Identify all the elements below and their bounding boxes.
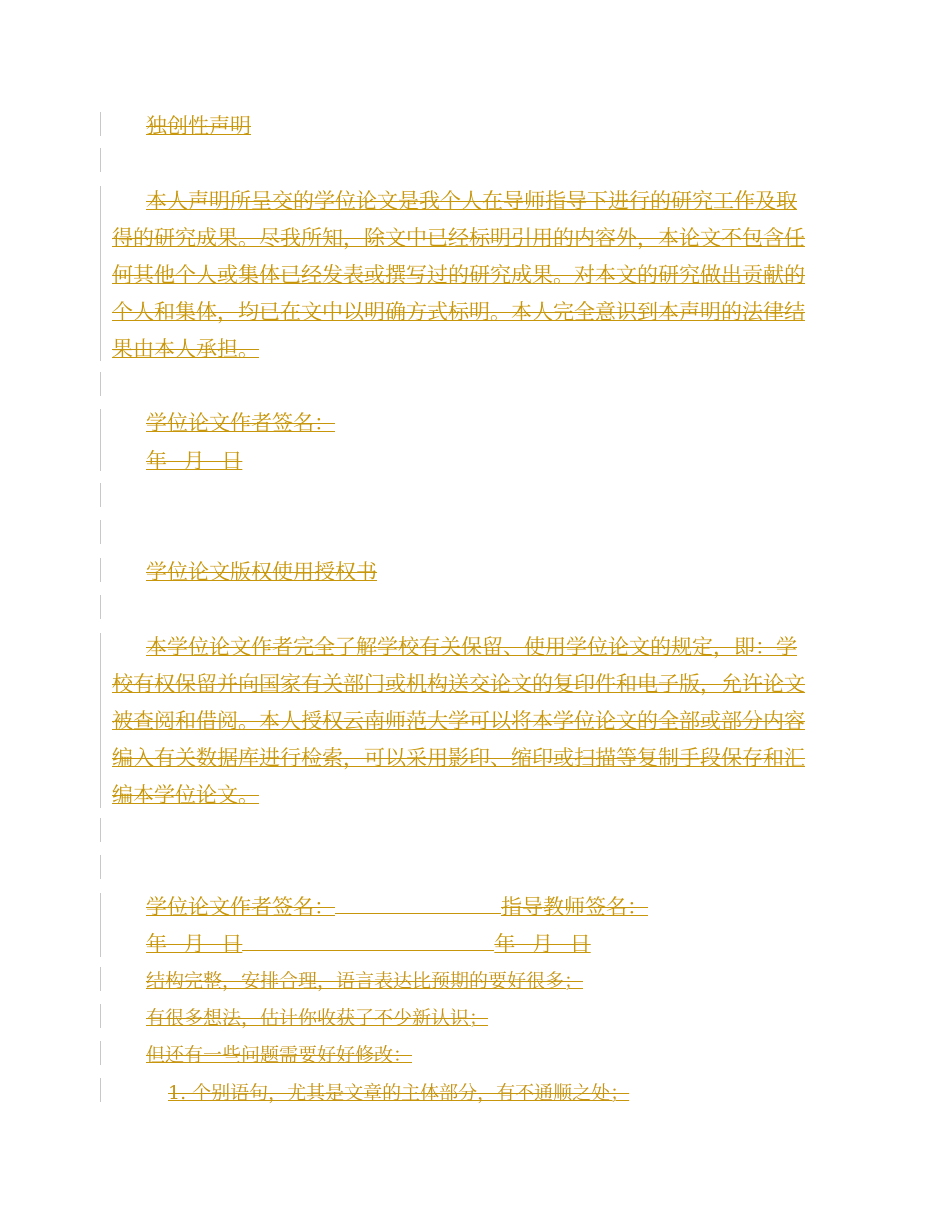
change-bar bbox=[100, 372, 101, 396]
date-label-left: 年 月 日 bbox=[146, 932, 243, 956]
change-bar bbox=[100, 483, 101, 507]
authorization-line: 本学位论文作者完全了解学校有关保留、使用学位论文的规定，即：学 bbox=[146, 635, 797, 659]
change-bar bbox=[100, 1078, 101, 1102]
change-bar bbox=[100, 633, 101, 808]
review-comment: 但还有一些问题需要好好修改： bbox=[146, 1044, 413, 1066]
change-bar bbox=[100, 967, 101, 991]
change-bar bbox=[100, 148, 101, 172]
date-label-right: 年 月 日 bbox=[494, 932, 591, 956]
review-comment: 有很多想法，估计你收获了不少新认识； bbox=[146, 1007, 489, 1029]
declaration-line: 本人声明所呈交的学位论文是我个人在导师指导下进行的研究工作及取 bbox=[146, 189, 797, 213]
authorization-line: 编入有关数据库进行检索，可以采用影印、缩印或扫描等复制手段保存和汇 bbox=[112, 746, 805, 770]
change-bar bbox=[100, 595, 101, 619]
change-bar bbox=[100, 1004, 101, 1028]
declaration-signature-label: 学位论文作者签名： bbox=[146, 411, 335, 435]
change-bar bbox=[100, 520, 101, 544]
authorization-signature-row bbox=[146, 889, 866, 926]
authorization-line: 编本学位论文。 bbox=[112, 783, 259, 807]
declaration-line: 得的研究成果。尽我所知，除文中已经标明引用的内容外，本论文不包含任 bbox=[112, 226, 805, 250]
change-bar bbox=[100, 112, 101, 136]
authorization-date-row bbox=[146, 926, 866, 963]
signature-blank bbox=[335, 895, 501, 914]
review-comment: 1. 个别语句，尤其是文章的主体部分，有不通顺之处； bbox=[168, 1082, 630, 1104]
date-blank bbox=[242, 932, 494, 951]
declaration-line: 果由本人承担。 bbox=[112, 337, 259, 361]
authorization-line: 被查阅和借阅。本人授权云南师范大学可以将本学位论文的全部或部分内容 bbox=[112, 709, 805, 733]
change-bar bbox=[100, 818, 101, 842]
change-bar bbox=[100, 409, 101, 471]
advisor-signature-label: 指导教师签名： bbox=[501, 895, 648, 919]
change-bar bbox=[100, 186, 101, 361]
change-bar bbox=[100, 893, 101, 957]
change-bar bbox=[100, 1041, 101, 1065]
review-comment: 结构完整，安排合理，语言表达比预期的要好很多； bbox=[146, 970, 584, 992]
declaration-title: 独创性声明 bbox=[146, 114, 251, 138]
author-signature-label: 学位论文作者签名： bbox=[146, 895, 335, 919]
change-bar bbox=[100, 558, 101, 582]
change-bar bbox=[100, 855, 101, 879]
declaration-line: 何其他个人或集体已经发表或撰写过的研究成果。对本文的研究做出贡献的 bbox=[112, 263, 805, 287]
declaration-line: 个人和集体，均已在文中以明确方式标明。本人完全意识到本声明的法律结 bbox=[112, 300, 805, 324]
declaration-date-label: 年 月 日 bbox=[146, 449, 243, 473]
authorization-title: 学位论文版权使用授权书 bbox=[146, 560, 377, 584]
authorization-line: 校有权保留并向国家有关部门或机构送交论文的复印件和电子版，允许论文 bbox=[112, 672, 805, 696]
